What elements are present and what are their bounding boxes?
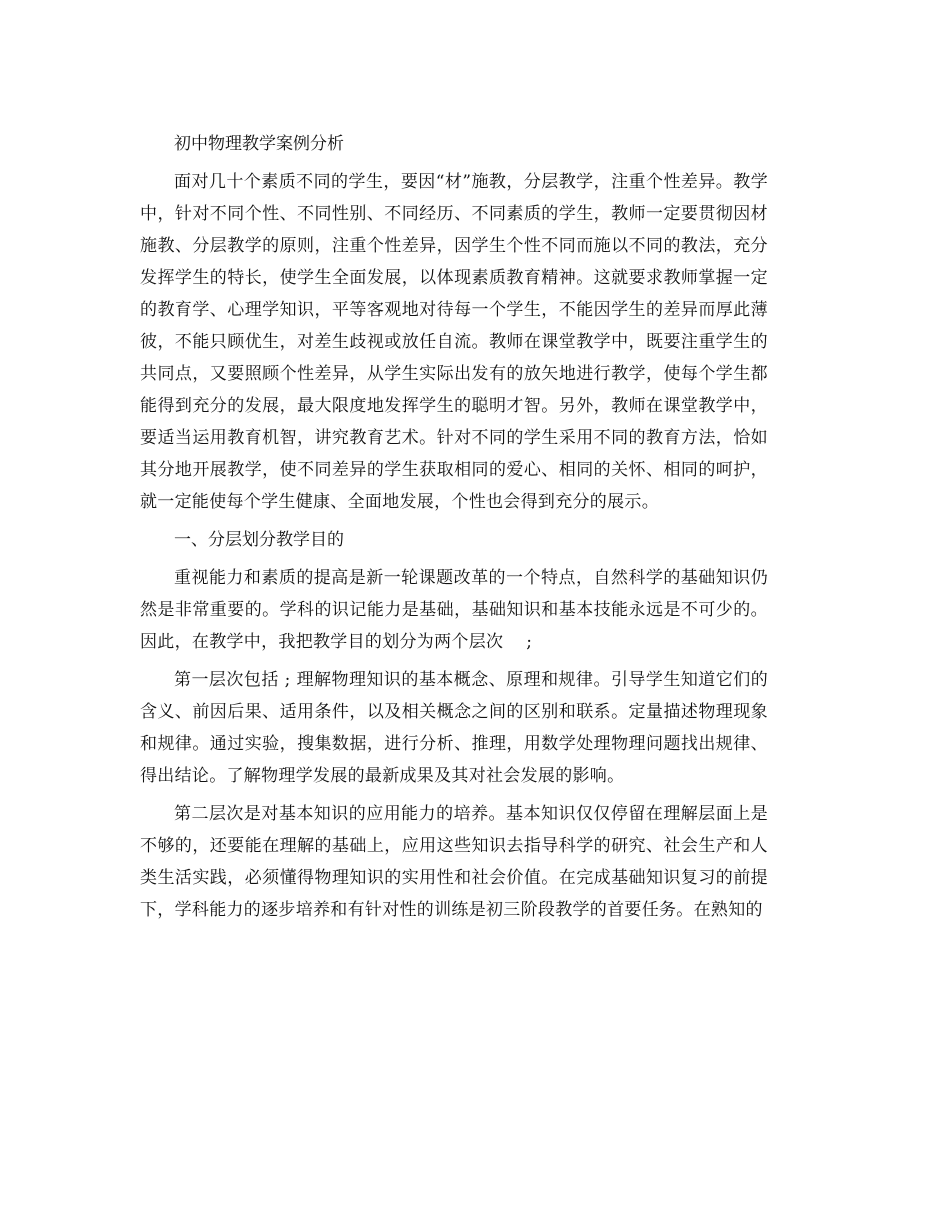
paragraph-intro: 面对几十个素质不同的学生，要因“材”施教，分层教学，注重个性差异。教学中，针对不同个性、不同性别、不同经历、不同素质的学生，教师一定要贯彻因材施教、分层教学的原则，注重个性差异，因学生个性不同而施以不同的教法，充分发挥学生的特长，使学生全面发展，以体现素质教育精神。这就要求教师掌握一定的教育学、心理学知识，平等客观地对待每一个学生，不能因学生的差异而厚此薄彼，不能只顾优生，对差生歧视或放任自流。教师在课堂教学中，既要注重学生的共同点，又要照顾个性差异，从学生实际出发有的放矢地进行教学，使每个学生都能得到充分的发展，最大限度地发挥学生的聪明才智。另外，教师在课堂教学中，要适当运用教育机智，讲究教育艺术。针对不同的学生采用不同的教育方法，恰如其分地开展教学，使不同差异的学生获取相同的爱心、相同的关怀、相同的呵护，就一定能使每个学生健康、全面地发展，个性也会得到充分的展示。 (140, 172, 768, 512)
paragraph-objectives: 重视能力和素质的提高是新一轮课题改革的一个特点，自然科学的基础知识仍然是非常重要的。学科的识记能力是基础，基础知识和基本技能永远是不可少的。因此，在教学中，我把教学目的划分为两个层次 ; (140, 568, 768, 652)
paragraph-level-two: 第二层次是对基本知识的应用能力的培养。基本知识仅仅停留在理解层面上是不够的，还要能在理解的基础上，应用这些知识去指导科学的研究、社会生产和人类生活实践，必须懂得物理知识的实用性和社会价值。在完成基础知识复习的前提下，学科能力的逐步培养和有针对性的训练是初三阶段教学的首要任务。在熟知的 (140, 804, 768, 920)
document-body (140, 128, 768, 926)
document-title: 初中物理教学案例分析 (174, 134, 344, 154)
section-heading: 一、分层划分教学目的 (174, 530, 344, 550)
paragraph-level-one: 第一层次包括 ; 理解物理知识的基本概念、原理和规律。引导学生知道它们的含义、前因后果、适用条件，以及相关概念之间的区别和联系。定量描述物理现象和规律。通过实验，搜集数据，进行分析、推理，用数学处理物理问题找出规律、得出结论。了解物理学发展的最新成果及其对社会发展的影响。 (140, 670, 768, 786)
